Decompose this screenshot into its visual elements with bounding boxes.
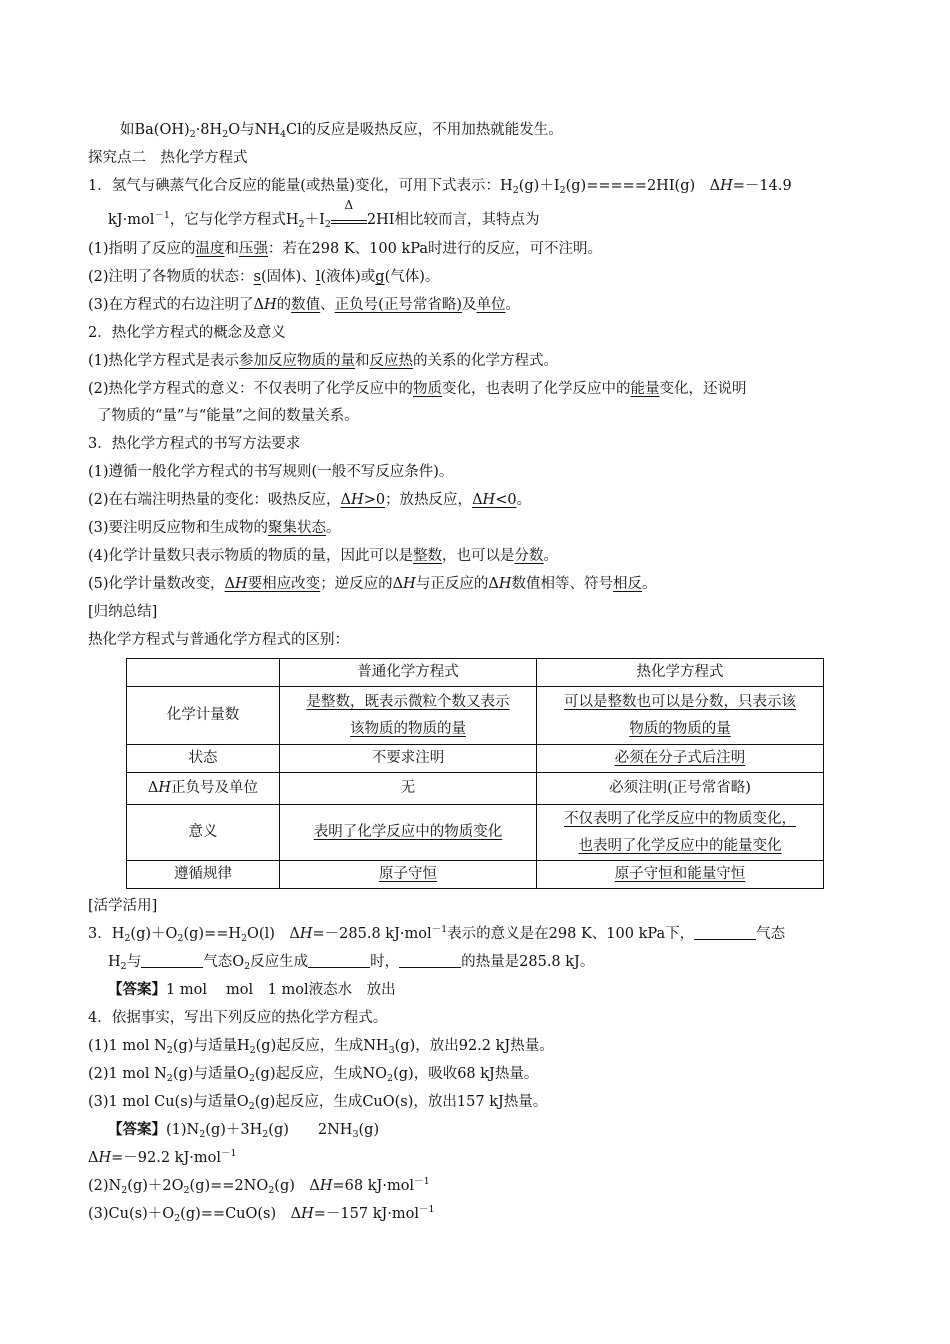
table-row: [127, 687, 824, 745]
table-cell: 无: [280, 773, 537, 805]
table-cell: 可以是整数也可以是分数，只表示该 物质的物质的量: [537, 687, 824, 745]
question-4-part-2: (2)1 mol $N_2(g)$与适量$O_2(g)$起反应，生成$NO_2(g)$，吸收68 kJ热量。: [88, 1066, 539, 1084]
summary-heading: [归纳总结]: [88, 604, 158, 620]
table-cell: 不要求注明: [280, 745, 537, 773]
heating-condition-arrow: Δ: [331, 212, 367, 224]
item-2: 2．热化学方程式的概念及意义: [88, 325, 286, 341]
question-3-cont: $H_2$与 气态$O_2$反应生成 时， 的热量是285.8 kJ。: [108, 954, 595, 972]
table-header: 热化学方程式: [537, 659, 824, 687]
answer-blank: [694, 925, 756, 940]
table-row: [127, 805, 824, 861]
row-label: 化学计量数: [127, 687, 280, 745]
row-label: 状态: [127, 745, 280, 773]
question-3: 3．$H_2(g)+O_2(g)==H_2O(l)$ ΔH=－285.8 kJ·mol$^{-1}$表示的意义是在298 K、100 kPa下， 气态: [88, 924, 786, 944]
table-cell: [127, 659, 280, 687]
practice-heading: [活学活用]: [88, 898, 158, 914]
table-cell: 表明了化学反应中的物质变化: [280, 805, 537, 861]
concept-2: (2)热化学方程式的意义：不仅表明了化学反应中的物质变化，也表明了化学反应中的能量变化，还说明: [88, 381, 747, 397]
feature-2: (2)注明了各物质的状态：s(固体)、l(液体)或g(气体)。: [88, 269, 440, 285]
answer-4-line-4: $(3)Cu(s)+O_2(g)==CuO(s)$ ΔH=－157 kJ·mol$^{-1}$: [88, 1204, 435, 1224]
concept-1: (1)热化学方程式是表示参加反应物质的量和反应热的关系的化学方程式。: [88, 353, 559, 369]
table-header: 普通化学方程式: [280, 659, 537, 687]
answer-4-line-2: ΔH=－92.2 kJ·mol$^{-1}$: [88, 1148, 237, 1166]
item-3: 3．热化学方程式的书写方法要求: [88, 436, 301, 452]
row-label: 意义: [127, 805, 280, 861]
feature-1: (1)指明了反应的温度和压强：若在298 K、100 kPa时进行的反应，可不注明。: [88, 241, 602, 257]
table-row: [127, 861, 824, 889]
table-header-row: [127, 659, 824, 687]
answer-3: 【答案】1 mol mol 1 mol液态水 放出: [108, 981, 396, 998]
rule-3: (3)要注明反应物和生成物的聚集状态。: [88, 520, 341, 536]
question-4-part-1: (1)1 mol $N_2(g)$与适量$H_2(g)$起反应，生成$NH_3(g)$，放出92.2 kJ热量。: [88, 1038, 554, 1056]
rule-4: (4)化学计量数只表示物质的物质的量，因此可以是整数，也可以是分数。: [88, 548, 559, 564]
rule-2: (2)在右端注明热量的变化：吸热反应，ΔH>0；放热反应，ΔH<0。: [88, 492, 532, 508]
section-heading: 探究点二 热化学方程式: [88, 150, 248, 166]
table-cell: 不仅表明了化学反应中的物质变化， 也表明了化学反应中的能量变化: [537, 805, 824, 861]
comparison-table: [126, 658, 824, 889]
paragraph-ba-oh: 如$Ba(OH)_2\cdot 8H_2O$与$NH_4Cl$的反应是吸热反应，不用加热就能发生。: [120, 122, 563, 140]
table-cell: 是整数，既表示微粒个数又表示 该物质的物质的量: [280, 687, 537, 745]
table-cell: 原子守恒和能量守恒: [537, 861, 824, 889]
concept-2-cont: 了物质的“量”与“能量”之间的数量关系。: [97, 408, 359, 424]
table-row: [127, 745, 824, 773]
answer-blank: [399, 953, 461, 968]
table-cell: 原子守恒: [280, 861, 537, 889]
answer-4-line-3: $(2)N_2(g)+2O_2(g)==2NO_2(g)$ ΔH=68 kJ·mol$^{-1}$: [88, 1176, 430, 1196]
row-label: ΔH正负号及单位: [127, 773, 280, 805]
answer-blank: [308, 953, 370, 968]
row-label: 遵循规律: [127, 861, 280, 889]
item-1: 1．氢气与碘蒸气化合反应的能量(或热量)变化，可用下式表示：$H_2(g)+I_2(g)=====2HI(g)$ ΔH=－14.9: [88, 178, 792, 196]
question-4-part-3: (3)1 mol Cu(s)与适量$O_2(g)$起反应，生成CuO(s)，放出157 kJ热量。: [88, 1094, 548, 1112]
rule-1: (1)遵循一般化学方程式的书写规则(一般不写反应条件)。: [88, 464, 454, 480]
table-cell: 必须在分子式后注明: [537, 745, 824, 773]
answer-blank: [141, 953, 203, 968]
feature-3: (3)在方程式的右边注明了ΔH的数值、正负号(正号常省略)及单位。: [88, 297, 520, 313]
question-4: 4．依据事实，写出下列反应的热化学方程式。: [88, 1010, 388, 1026]
item-1-cont: kJ·mol$^{-1}$，它与化学方程式$H_2+I_2$ Δ 2HI相比较而言，其特点为: [108, 198, 540, 230]
difference-intro: 热化学方程式与普通化学方程式的区别：: [88, 632, 349, 648]
table-cell: 必须注明(正号常省略): [537, 773, 824, 805]
rule-5: (5)化学计量数改变，ΔH要相应改变；逆反应的ΔH与正反应的ΔH数值相等、符号相反。: [88, 576, 657, 592]
table-row: [127, 773, 824, 805]
answer-4: 【答案】$(1)N_2(g)+3H_2(g)$ $2NH_3(g)$: [108, 1121, 380, 1140]
